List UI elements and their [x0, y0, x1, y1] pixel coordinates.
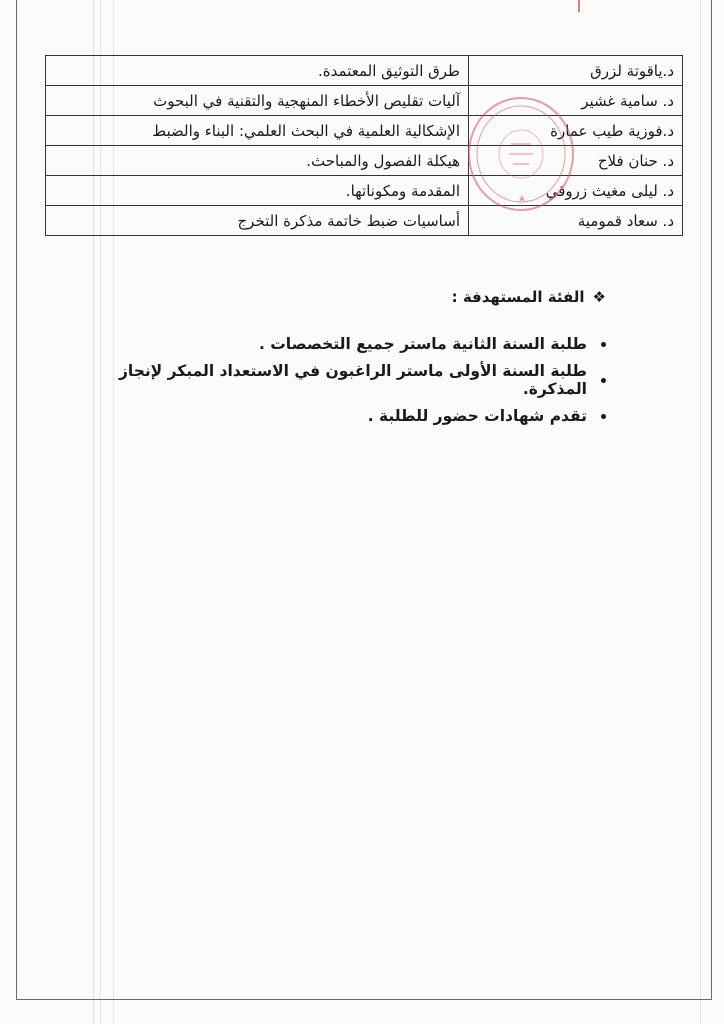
list-item-text: تقدم شهادات حضور للطلبة .	[367, 407, 587, 425]
bullet-icon	[601, 378, 606, 383]
topic-cell: طرق التوثيق المعتمدة.	[46, 56, 469, 86]
target-section	[66, 288, 606, 434]
topic-cell: الإشكالية العلمية في البحث العلمي: البناء والضبط	[46, 116, 469, 146]
target-list	[66, 326, 606, 434]
list-item	[66, 398, 606, 434]
schedule-table	[45, 55, 683, 236]
bullet-icon	[601, 414, 606, 419]
list-item	[66, 362, 606, 398]
table-row	[46, 116, 683, 146]
table-row	[46, 176, 683, 206]
section-title: الفئة المستهدفة :	[451, 288, 585, 306]
topic-cell: آليات تقليص الأخطاء المنهجية والتقنية في البحوث	[46, 86, 469, 116]
list-item-text: طلبة السنة الثانية ماستر جميع التخصصات .	[258, 335, 587, 353]
speaker-cell: د. حنان فلاح	[469, 146, 683, 176]
speaker-cell: د.فوزية طيب عمارة	[469, 116, 683, 146]
list-item	[66, 326, 606, 362]
speaker-cell: د. سامية غشير	[469, 86, 683, 116]
table-row	[46, 56, 683, 86]
table-row	[46, 86, 683, 116]
topic-cell: المقدمة ومكوناتها.	[46, 176, 469, 206]
diamond-bullet-icon: ❖	[592, 288, 606, 306]
speaker-cell: د. ليلى مغيث زروقي	[469, 176, 683, 206]
topic-cell: هيكلة الفصول والمباحث.	[46, 146, 469, 176]
topic-cell: أساسيات ضبط خاتمة مذكرة التخرج	[46, 206, 469, 236]
speaker-cell: د.ياقوتة لزرق	[469, 56, 683, 86]
list-item-text: طلبة السنة الأولى ماستر الراغبون في الاستعداد المبكر لإنجاز المذكرة.	[118, 362, 587, 398]
speaker-cell: د. سعاد قمومية	[469, 206, 683, 236]
table-row	[46, 206, 683, 236]
table-row	[46, 146, 683, 176]
scan-mark	[578, 0, 580, 12]
bullet-icon	[601, 342, 606, 347]
section-heading	[66, 288, 606, 306]
